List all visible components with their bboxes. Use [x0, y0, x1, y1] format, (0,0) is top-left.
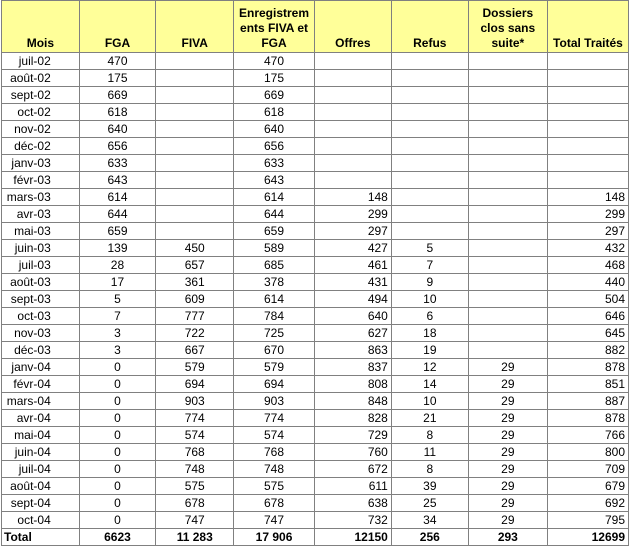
total-fga: 6623 — [79, 529, 155, 546]
cell-fiva: 768 — [156, 444, 234, 461]
cell-fiva: 678 — [156, 495, 234, 512]
table-row — [2, 461, 629, 478]
cell-fiva — [156, 121, 234, 138]
cell-fga: 640 — [79, 121, 155, 138]
table-row — [2, 427, 629, 444]
cell-mois: janv-03 — [2, 155, 80, 172]
cell-mois: févr-04 — [2, 376, 80, 393]
cell-offres — [314, 155, 391, 172]
cell-total: 878 — [547, 359, 628, 376]
table-row — [2, 291, 629, 308]
cell-fiva: 575 — [156, 478, 234, 495]
cell-offres: 627 — [314, 325, 391, 342]
cell-mois: sept-03 — [2, 291, 80, 308]
cell-total: 766 — [547, 427, 628, 444]
cell-fiva — [156, 70, 234, 87]
table-row — [2, 138, 629, 155]
cell-dossiers — [468, 223, 547, 240]
cell-offres: 808 — [314, 376, 391, 393]
cell-refus — [391, 104, 468, 121]
cell-total: 440 — [547, 274, 628, 291]
cell-fga: 669 — [79, 87, 155, 104]
cell-total — [547, 172, 628, 189]
cell-total: 148 — [547, 189, 628, 206]
cell-total — [547, 70, 628, 87]
table-row — [2, 359, 629, 376]
cell-enregistrements: 175 — [234, 70, 315, 87]
cell-fiva — [156, 87, 234, 104]
table-row — [2, 495, 629, 512]
cell-dossiers — [468, 121, 547, 138]
table-row — [2, 53, 629, 70]
cell-mois: juin-03 — [2, 240, 80, 257]
table-row — [2, 478, 629, 495]
cell-mois: sept-04 — [2, 495, 80, 512]
cell-enregistrements: 903 — [234, 393, 315, 410]
total-label: Total — [2, 529, 80, 546]
cell-mois: août-02 — [2, 70, 80, 87]
cell-dossiers: 29 — [468, 376, 547, 393]
cell-total: 692 — [547, 495, 628, 512]
cell-fga: 0 — [79, 495, 155, 512]
cell-fiva — [156, 206, 234, 223]
cell-dossiers: 29 — [468, 495, 547, 512]
cell-offres: 461 — [314, 257, 391, 274]
table-row — [2, 376, 629, 393]
cell-mois: oct-02 — [2, 104, 80, 121]
cell-refus: 19 — [391, 342, 468, 359]
cell-offres: 638 — [314, 495, 391, 512]
table-row — [2, 308, 629, 325]
cell-dossiers: 29 — [468, 444, 547, 461]
cell-fiva: 694 — [156, 376, 234, 393]
cell-total: 709 — [547, 461, 628, 478]
cell-fiva: 609 — [156, 291, 234, 308]
cell-refus — [391, 155, 468, 172]
cell-offres — [314, 121, 391, 138]
cell-fiva: 579 — [156, 359, 234, 376]
cell-enregistrements: 470 — [234, 53, 315, 70]
table-row — [2, 240, 629, 257]
cell-mois: août-04 — [2, 478, 80, 495]
table-row — [2, 444, 629, 461]
cell-enregistrements: 633 — [234, 155, 315, 172]
cell-fga: 0 — [79, 444, 155, 461]
cell-enregistrements: 725 — [234, 325, 315, 342]
cell-dossiers — [468, 325, 547, 342]
cell-dossiers — [468, 257, 547, 274]
cell-mois: mai-03 — [2, 223, 80, 240]
cell-offres: 837 — [314, 359, 391, 376]
cell-enregistrements: 575 — [234, 478, 315, 495]
cell-fiva — [156, 53, 234, 70]
cell-dossiers — [468, 240, 547, 257]
cell-refus: 8 — [391, 461, 468, 478]
cell-fga: 0 — [79, 410, 155, 427]
table-row — [2, 512, 629, 529]
cell-refus: 18 — [391, 325, 468, 342]
cell-fga: 0 — [79, 393, 155, 410]
cell-dossiers — [468, 155, 547, 172]
cell-refus: 34 — [391, 512, 468, 529]
cell-fga: 28 — [79, 257, 155, 274]
header-fiva: FIVA — [156, 1, 234, 53]
cell-fiva — [156, 155, 234, 172]
cell-offres — [314, 53, 391, 70]
cell-total — [547, 104, 628, 121]
cell-offres: 732 — [314, 512, 391, 529]
total-traites: 12699 — [547, 529, 628, 546]
table-row — [2, 257, 629, 274]
cell-mois: juil-03 — [2, 257, 80, 274]
cell-mois: mars-03 — [2, 189, 80, 206]
cell-offres: 828 — [314, 410, 391, 427]
cell-enregistrements: 774 — [234, 410, 315, 427]
cell-dossiers: 29 — [468, 461, 547, 478]
cell-dossiers — [468, 274, 547, 291]
cell-fiva: 722 — [156, 325, 234, 342]
total-fiva: 11 283 — [156, 529, 234, 546]
cell-refus — [391, 206, 468, 223]
cell-total: 887 — [547, 393, 628, 410]
cell-refus — [391, 53, 468, 70]
cell-refus: 12 — [391, 359, 468, 376]
cell-fiva: 777 — [156, 308, 234, 325]
cell-total: 432 — [547, 240, 628, 257]
cell-fga: 659 — [79, 223, 155, 240]
cell-offres: 848 — [314, 393, 391, 410]
table-row — [2, 155, 629, 172]
cell-dossiers — [468, 104, 547, 121]
cell-total: 851 — [547, 376, 628, 393]
cell-fiva — [156, 223, 234, 240]
cell-fiva: 903 — [156, 393, 234, 410]
cell-offres: 299 — [314, 206, 391, 223]
cell-offres: 494 — [314, 291, 391, 308]
cell-enregistrements: 784 — [234, 308, 315, 325]
cell-fiva: 657 — [156, 257, 234, 274]
cell-mois: oct-04 — [2, 512, 80, 529]
cell-dossiers — [468, 342, 547, 359]
cell-fiva — [156, 138, 234, 155]
cell-offres: 427 — [314, 240, 391, 257]
cell-total: 645 — [547, 325, 628, 342]
cell-refus — [391, 138, 468, 155]
cell-fga: 656 — [79, 138, 155, 155]
table-row — [2, 121, 629, 138]
cell-total — [547, 87, 628, 104]
cell-dossiers — [468, 87, 547, 104]
cell-refus: 25 — [391, 495, 468, 512]
cell-fga: 3 — [79, 325, 155, 342]
cell-enregistrements: 643 — [234, 172, 315, 189]
cell-fga: 17 — [79, 274, 155, 291]
cell-total — [547, 53, 628, 70]
header-row — [2, 1, 629, 53]
cell-total: 878 — [547, 410, 628, 427]
cell-offres: 431 — [314, 274, 391, 291]
cell-fiva — [156, 104, 234, 121]
total-refus: 256 — [391, 529, 468, 546]
cell-offres: 148 — [314, 189, 391, 206]
cell-total — [547, 138, 628, 155]
total-row — [2, 529, 629, 546]
cell-fga: 614 — [79, 189, 155, 206]
cell-enregistrements: 614 — [234, 189, 315, 206]
cell-fiva: 667 — [156, 342, 234, 359]
cell-total: 795 — [547, 512, 628, 529]
cell-total: 646 — [547, 308, 628, 325]
cell-enregistrements: 748 — [234, 461, 315, 478]
cell-mois: déc-02 — [2, 138, 80, 155]
cell-refus: 39 — [391, 478, 468, 495]
cell-dossiers — [468, 70, 547, 87]
cell-fga: 5 — [79, 291, 155, 308]
cell-mois: mai-04 — [2, 427, 80, 444]
cell-fga: 470 — [79, 53, 155, 70]
cell-enregistrements: 579 — [234, 359, 315, 376]
cell-offres — [314, 138, 391, 155]
cell-fiva: 574 — [156, 427, 234, 444]
cell-total: 297 — [547, 223, 628, 240]
cell-fga: 0 — [79, 359, 155, 376]
table-row — [2, 325, 629, 342]
cell-dossiers: 29 — [468, 410, 547, 427]
cell-total: 468 — [547, 257, 628, 274]
cell-enregistrements: 659 — [234, 223, 315, 240]
cell-fiva: 774 — [156, 410, 234, 427]
cell-fiva: 450 — [156, 240, 234, 257]
header-offres: Offres — [314, 1, 391, 53]
cell-mois: janv-04 — [2, 359, 80, 376]
total-enregistrements: 17 906 — [234, 529, 315, 546]
cell-enregistrements: 618 — [234, 104, 315, 121]
cell-offres — [314, 104, 391, 121]
cell-refus — [391, 87, 468, 104]
cell-mois: nov-03 — [2, 325, 80, 342]
cell-offres: 640 — [314, 308, 391, 325]
cell-enregistrements: 640 — [234, 121, 315, 138]
cell-refus — [391, 70, 468, 87]
cell-enregistrements: 656 — [234, 138, 315, 155]
cell-enregistrements: 768 — [234, 444, 315, 461]
cell-offres: 297 — [314, 223, 391, 240]
cell-offres: 729 — [314, 427, 391, 444]
cell-total: 882 — [547, 342, 628, 359]
cell-total — [547, 121, 628, 138]
cell-enregistrements: 747 — [234, 512, 315, 529]
cell-mois: mars-04 — [2, 393, 80, 410]
cell-refus: 21 — [391, 410, 468, 427]
cell-fga: 139 — [79, 240, 155, 257]
cell-offres: 611 — [314, 478, 391, 495]
table-row — [2, 274, 629, 291]
cell-enregistrements: 378 — [234, 274, 315, 291]
table-row — [2, 206, 629, 223]
cell-refus: 10 — [391, 393, 468, 410]
cell-mois: nov-02 — [2, 121, 80, 138]
total-dossiers: 293 — [468, 529, 547, 546]
cell-dossiers: 29 — [468, 359, 547, 376]
cell-refus: 11 — [391, 444, 468, 461]
cell-refus: 7 — [391, 257, 468, 274]
cell-offres: 863 — [314, 342, 391, 359]
table-row — [2, 104, 629, 121]
cell-fga: 0 — [79, 512, 155, 529]
cell-total: 800 — [547, 444, 628, 461]
cell-offres: 672 — [314, 461, 391, 478]
header-refus: Refus — [391, 1, 468, 53]
cell-mois: août-03 — [2, 274, 80, 291]
cell-enregistrements: 644 — [234, 206, 315, 223]
cell-fiva — [156, 189, 234, 206]
cell-fga: 3 — [79, 342, 155, 359]
cell-refus — [391, 223, 468, 240]
table-row — [2, 393, 629, 410]
cell-refus: 5 — [391, 240, 468, 257]
cell-enregistrements: 574 — [234, 427, 315, 444]
cell-fga: 644 — [79, 206, 155, 223]
header-total: Total Traités — [547, 1, 628, 53]
cell-dossiers: 29 — [468, 427, 547, 444]
cell-offres — [314, 172, 391, 189]
cell-offres: 760 — [314, 444, 391, 461]
cell-fiva: 748 — [156, 461, 234, 478]
cell-refus — [391, 172, 468, 189]
header-fga: FGA — [79, 1, 155, 53]
cell-refus: 14 — [391, 376, 468, 393]
cell-fga: 175 — [79, 70, 155, 87]
cell-fga: 643 — [79, 172, 155, 189]
cell-fiva: 747 — [156, 512, 234, 529]
cell-enregistrements: 694 — [234, 376, 315, 393]
cell-mois: juil-02 — [2, 53, 80, 70]
cell-dossiers: 29 — [468, 393, 547, 410]
cell-dossiers — [468, 138, 547, 155]
cell-fga: 618 — [79, 104, 155, 121]
cell-enregistrements: 589 — [234, 240, 315, 257]
cell-offres — [314, 70, 391, 87]
cell-refus: 9 — [391, 274, 468, 291]
cell-dossiers: 29 — [468, 512, 547, 529]
cell-total: 299 — [547, 206, 628, 223]
cell-fga: 0 — [79, 461, 155, 478]
cell-dossiers: 29 — [468, 478, 547, 495]
data-table — [1, 0, 629, 546]
cell-mois: avr-04 — [2, 410, 80, 427]
cell-refus — [391, 121, 468, 138]
cell-enregistrements: 670 — [234, 342, 315, 359]
cell-refus: 6 — [391, 308, 468, 325]
cell-fga: 7 — [79, 308, 155, 325]
cell-mois: sept-02 — [2, 87, 80, 104]
table-row — [2, 410, 629, 427]
table-row — [2, 189, 629, 206]
cell-refus: 10 — [391, 291, 468, 308]
cell-enregistrements: 678 — [234, 495, 315, 512]
table-row — [2, 223, 629, 240]
cell-mois: févr-03 — [2, 172, 80, 189]
cell-mois: déc-03 — [2, 342, 80, 359]
cell-dossiers — [468, 53, 547, 70]
cell-refus: 8 — [391, 427, 468, 444]
cell-fga: 0 — [79, 427, 155, 444]
header-enregistrements: Enregistrem ents FIVA et FGA — [234, 1, 315, 53]
table-row — [2, 342, 629, 359]
header-mois: Mois — [2, 1, 80, 53]
table-row — [2, 172, 629, 189]
table-row — [2, 70, 629, 87]
cell-dossiers — [468, 172, 547, 189]
cell-refus — [391, 189, 468, 206]
header-dossiers: Dossiers clos sans suite* — [468, 1, 547, 53]
cell-enregistrements: 614 — [234, 291, 315, 308]
cell-enregistrements: 685 — [234, 257, 315, 274]
total-offres: 12150 — [314, 529, 391, 546]
cell-dossiers — [468, 189, 547, 206]
cell-fiva — [156, 172, 234, 189]
cell-mois: juil-04 — [2, 461, 80, 478]
cell-mois: avr-03 — [2, 206, 80, 223]
cell-total: 504 — [547, 291, 628, 308]
cell-fga: 0 — [79, 478, 155, 495]
cell-total — [547, 155, 628, 172]
cell-total: 679 — [547, 478, 628, 495]
cell-fiva: 361 — [156, 274, 234, 291]
cell-mois: oct-03 — [2, 308, 80, 325]
cell-offres — [314, 87, 391, 104]
cell-dossiers — [468, 206, 547, 223]
cell-fga: 0 — [79, 376, 155, 393]
cell-fga: 633 — [79, 155, 155, 172]
cell-dossiers — [468, 291, 547, 308]
cell-dossiers — [468, 308, 547, 325]
table-row — [2, 87, 629, 104]
cell-mois: juin-04 — [2, 444, 80, 461]
cell-enregistrements: 669 — [234, 87, 315, 104]
